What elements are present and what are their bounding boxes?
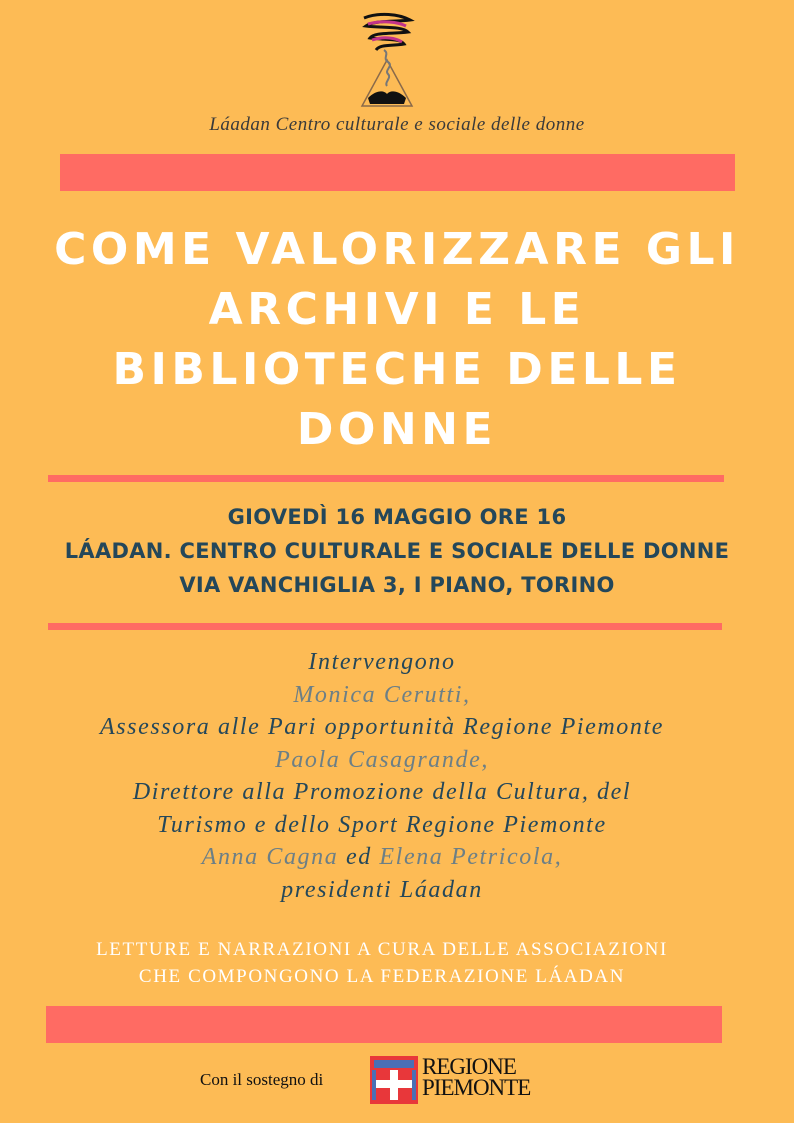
speaker-role: presidenti Láadan [281,876,483,903]
regione-piemonte-crest-icon [370,1056,418,1104]
speaker-name: Paola Casagrande, [275,746,489,773]
divider-line [48,475,724,482]
sponsor-line: REGIONE [422,1054,516,1079]
sponsor-line: PIEMONTE [422,1075,531,1100]
speaker-pair [0,841,764,874]
title-line: DONNE [296,404,498,455]
event-address: VIA VANCHIGLIA 3, I PIANO, TORINO [179,573,615,597]
sponsor-name [422,1054,531,1100]
readings-line: LETTURE E NARRAZIONI A CURA DELLE ASSOCIAZIONI [96,939,668,960]
speaker-conjunction: ed [338,844,380,870]
bottom-accent-bar [46,1006,722,1043]
speaker-name: Anna Cagna [201,844,339,870]
speaker-name: Elena Petricola, [379,844,563,870]
regione-piemonte-logo [370,1054,531,1104]
org-name: Láadan Centro culturale e sociale delle donne [209,114,585,135]
title-line: COME VALORIZZARE GLI [54,224,740,275]
top-accent-bar [60,154,735,191]
event-info [0,500,794,602]
laadan-logo-icon [354,10,420,110]
divider-line [48,623,722,630]
speaker-name: Monica Cerutti, [293,681,471,708]
speakers-intro: Intervengono [308,649,456,675]
main-title [30,220,764,460]
speaker-role: Turismo e dello Sport Regione Piemonte [157,811,607,838]
event-venue: LÁADAN. CENTRO CULTURALE E SOCIALE DELLE DONNE [64,539,730,563]
speaker-role: Direttore alla Promozione della Cultura, del [132,779,632,805]
event-date-time: GIOVEDÌ 16 MAGGIO ORE 16 [227,505,567,529]
title-line: BIBLIOTECHE DELLE [112,344,682,395]
readings-note [0,936,764,990]
title-line: ARCHIVI E LE [208,284,586,335]
readings-line: CHE COMPONGONO LA FEDERAZIONE LÁADAN [138,966,626,987]
speaker-role: Assessora alle Pari opportunità Regione Piemonte [99,714,665,740]
support-text: Con il sostegno di [200,1070,324,1089]
speakers-section [0,646,764,906]
